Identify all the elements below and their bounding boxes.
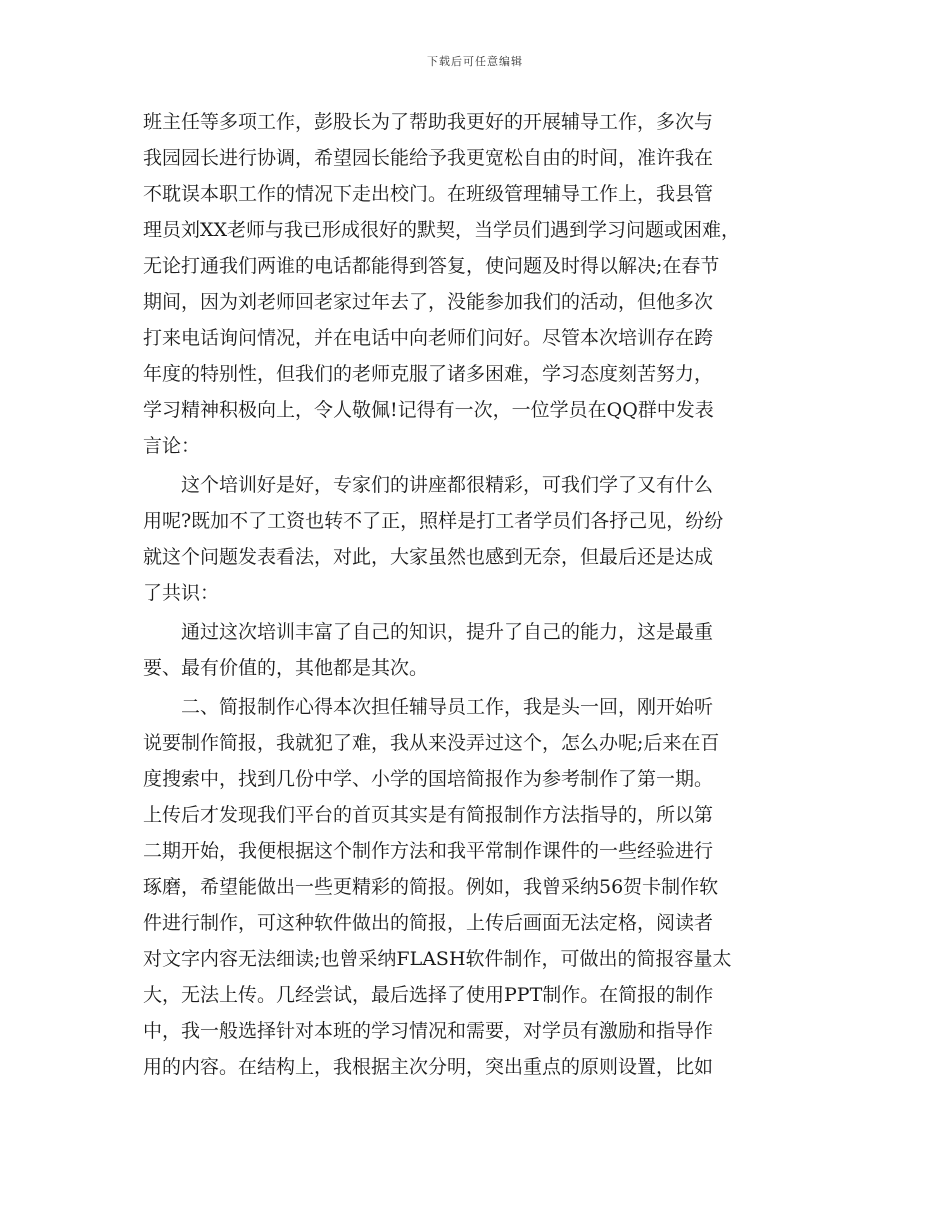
text-line: 这个培训好是好，专家们的讲座都很精彩，可我们学了又有什么 xyxy=(143,474,714,496)
text-line: 琢磨，希望能做出一些更精彩的简报。例如，我曾采纳56贺卡制作软 xyxy=(143,876,719,898)
paragraph-4 xyxy=(143,689,803,1085)
document-body xyxy=(143,104,803,1085)
text-line: 学习精神积极向上，令人敬佩!记得有一次，一位学员在QQ群中发表 xyxy=(143,399,714,421)
text-line: 用的内容。在结构上，我根据主次分明，突出重点的原则设置，比如 xyxy=(143,1056,714,1078)
text-line: 件进行制作，可这种软件做出的简报，上传后画面无法定格，阅读者 xyxy=(143,912,714,934)
text-line: 大，无法上传。几经尝试，最后选择了使用PPT制作。在简报的制作 xyxy=(143,984,714,1006)
text-line: 二、简报制作心得本次担任辅导员工作，我是头一回，刚开始听 xyxy=(143,696,714,718)
paragraph-1 xyxy=(143,104,803,464)
text-line: 年度的特别性，但我们的老师克服了诸多困难，学习态度刻苦努力， xyxy=(143,363,714,385)
text-line: 说要制作简报，我就犯了难，我从来没弄过这个，怎么办呢;后来在百 xyxy=(143,732,720,754)
text-line: 度搜索中，找到几份中学、小学的国培简报作为参考制作了第一期。 xyxy=(143,768,714,790)
text-line: 用呢?既加不了工资也转不了正，照样是打工者学员们各抒己见，纷纷 xyxy=(143,510,724,532)
page-header: 下载后可任意编辑 xyxy=(427,55,523,68)
paragraph-3 xyxy=(143,614,803,686)
text-line: 言论： xyxy=(143,435,201,457)
text-line: 理员刘XX老师与我已形成很好的默契，当学员们遇到学习问题或困难， xyxy=(143,219,741,241)
text-line: 要、最有价值的，其他都是其次。 xyxy=(143,657,429,679)
text-line: 就这个问题发表看法，对此，大家虽然也感到无奈，但最后还是达成 xyxy=(143,546,714,568)
text-line: 通过这次培训丰富了自己的知识，提升了自己的能力，这是最重 xyxy=(143,621,714,643)
text-line: 对文字内容无法细读;也曾采纳FLASH软件制作，可做出的简报容量太 xyxy=(143,948,732,970)
text-line: 二期开始，我便根据这个制作方法和我平常制作课件的一些经验进行 xyxy=(143,840,714,862)
text-line: 班主任等多项工作，彭股长为了帮助我更好的开展辅导工作，多次与 xyxy=(143,111,714,133)
text-line: 了共识： xyxy=(143,582,220,604)
text-line: 我园园长进行协调，希望园长能给予我更宽松自由的时间，准许我在 xyxy=(143,147,714,169)
text-line: 中，我一般选择针对本班的学习情况和需要，对学员有激励和指导作 xyxy=(143,1020,714,1042)
text-line: 打来电话询问情况，并在电话中向老师们问好。尽管本次培训存在跨 xyxy=(143,327,714,349)
text-line: 无论打通我们两谁的电话都能得到答复，使问题及时得以解决;在春节 xyxy=(143,255,720,277)
paragraph-2 xyxy=(143,467,803,611)
text-line: 不耽误本职工作的情况下走出校门。在班级管理辅导工作上，我县管 xyxy=(143,183,714,205)
text-line: 期间，因为刘老师回老家过年去了，没能参加我们的活动，但他多次 xyxy=(143,291,714,313)
text-line: 上传后才发现我们平台的首页其实是有简报制作方法指导的，所以第 xyxy=(143,804,714,826)
